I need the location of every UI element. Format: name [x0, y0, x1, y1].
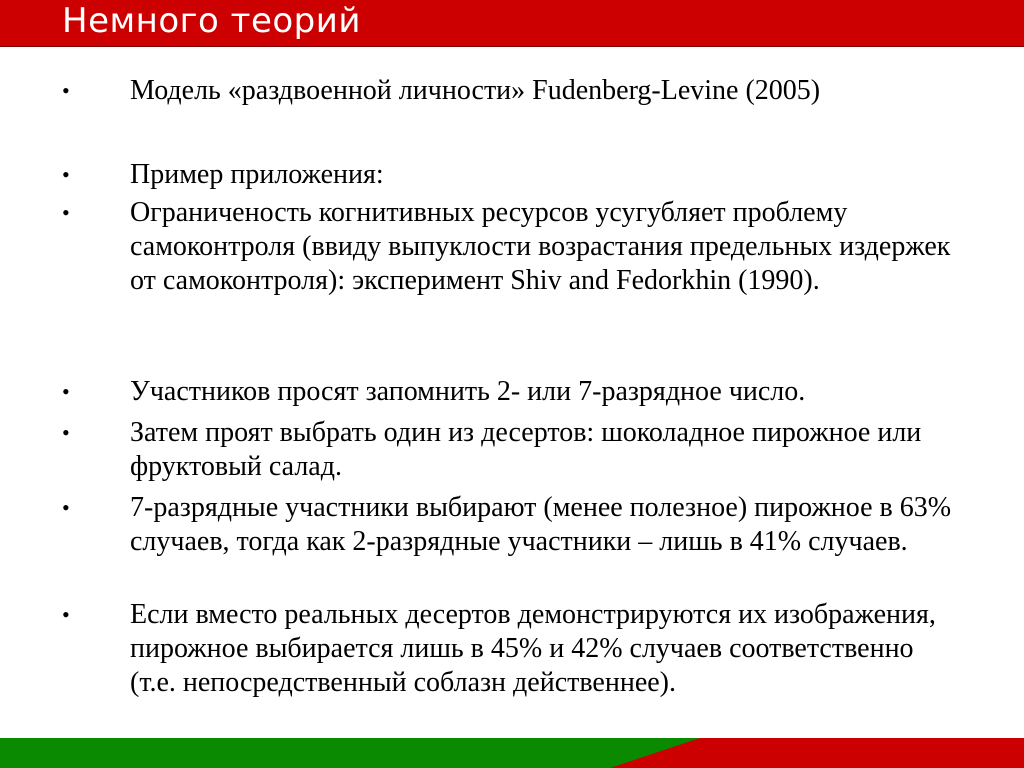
- bullet-text: Модель «раздвоенной личности» Fudenberg-Levine (2005): [130, 75, 821, 106]
- slide-title: Немного теорий: [62, 1, 361, 41]
- bullet-icon: •: [62, 602, 70, 627]
- bullet-icon: •: [62, 495, 70, 520]
- bullet-text: Участников просят запомнить 2- или 7-разрядное число.: [130, 376, 806, 407]
- bullet-text: Пример приложения:: [130, 159, 384, 190]
- bullet-icon: •: [62, 162, 70, 187]
- bullet-icon: •: [62, 420, 70, 445]
- footer-decoration: [0, 738, 1024, 768]
- bullet-text: Ограниченость когнитивных ресурсов усугубляет проблему самоконтроля (ввиду выпуклости возрастания предельных издержек от самоконтроля): эксперимент Shiv and Fedorkhin (1990).: [130, 197, 951, 296]
- bullet-text: Если вместо реальных десертов демонстрируются их изображения, пирожное выбирается лишь в 45% и 42% случаев соответственно (т.е. непосредственный соблазн действеннее).: [130, 599, 936, 698]
- bullet-icon: •: [62, 379, 70, 404]
- footer-green-band: [0, 738, 700, 768]
- bullet-text: 7-разрядные участники выбирают (менее полезное) пирожное в 63% случаев, тогда как 2-разрядные участники – лишь в 41% случаев.: [130, 492, 952, 557]
- bullet-icon: •: [62, 200, 70, 225]
- bullet-icon: •: [62, 78, 70, 103]
- bullet-text: Затем проят выбрать один из десертов: шоколадное пирожное или фруктовый салад.: [130, 417, 922, 482]
